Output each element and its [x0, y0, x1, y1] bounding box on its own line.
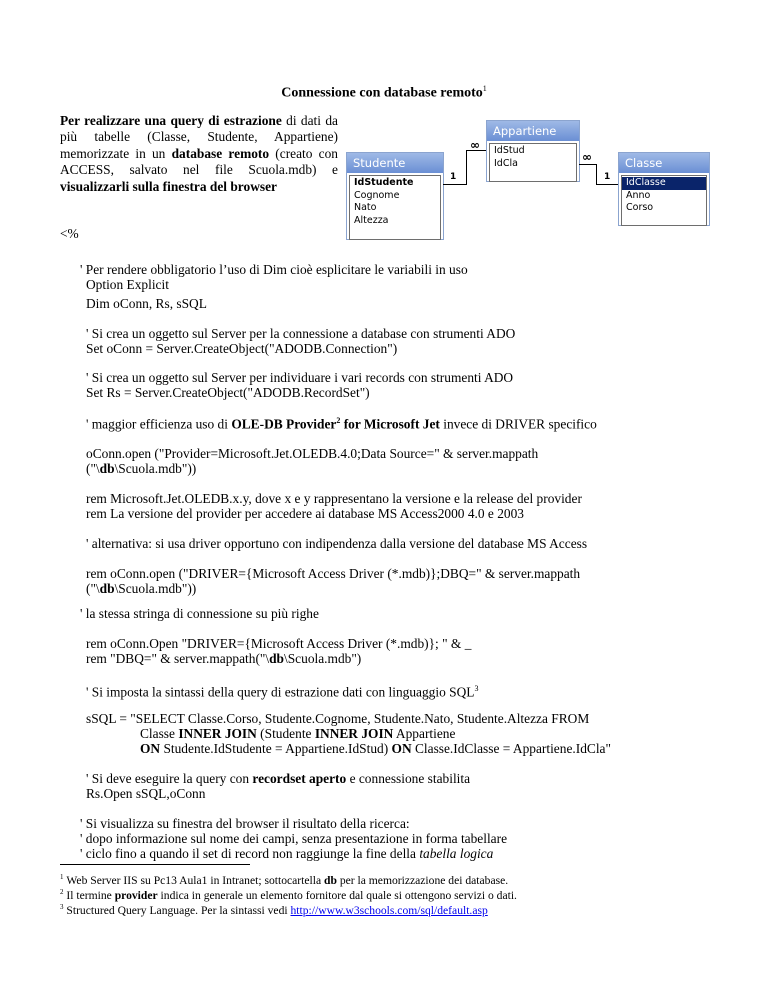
code-text: ("\	[86, 461, 100, 476]
footnote-ref-1: 1	[482, 84, 487, 93]
code-text: ' maggior efficienza uso di	[86, 416, 232, 432]
cardinality-many: ∞	[582, 150, 592, 164]
code-line: Set oConn = Server.CreateObject("ADODB.Connection")	[86, 341, 398, 356]
field-cognome: Cognome	[354, 189, 400, 201]
code-bold: ON	[140, 741, 161, 756]
code-text: Classe	[140, 726, 179, 741]
field-idcla: IdCla	[494, 157, 518, 169]
code-line: ' dopo informazione sul nome dei campi, senza presentazione in forma tabellare	[80, 831, 508, 846]
code-line: ' Si visualizza su finestra del browser il risultato della ricerca:	[80, 816, 410, 831]
code-text: invece di DRIVER specifico	[439, 416, 597, 432]
field-anno: Anno	[626, 189, 651, 201]
cardinality-one: 1	[450, 172, 457, 182]
relation-line	[596, 184, 618, 185]
table-title-studente: Studente	[347, 153, 443, 173]
code-bold: db	[269, 651, 285, 666]
code-text: Appartiene	[393, 726, 456, 741]
code-line	[86, 461, 196, 477]
code-line: ' Per rendere obbligatorio l’uso di Dim cioè esplicitare le variabili in uso	[80, 262, 468, 277]
footnote-text: Web Server IIS su Pc13 Aula1 in Intranet; sottocartella	[66, 873, 325, 887]
field-corso: Corso	[626, 202, 654, 213]
code-line: rem oConn.Open "DRIVER={Microsoft Access Driver (*.mdb)}; " & _	[86, 636, 472, 651]
cardinality-one: 1	[604, 172, 611, 182]
code-line: oConn.open ("Provider=Microsoft.Jet.OLEDB.4.0;Data Source=" & server.mappath	[86, 446, 539, 461]
page-title	[0, 84, 768, 102]
code-bold: for Microsoft Jet	[340, 416, 440, 432]
code-text: ' Si imposta la sintassi della query di estrazione dati con linguaggio SQL	[86, 684, 475, 700]
code-line: rem oConn.open ("DRIVER={Microsoft Access Driver (*.mdb)};DBQ=" & server.mappath	[86, 566, 581, 581]
footnote-ref-2: 2	[336, 416, 341, 425]
intro-bold-3: visualizzarli sulla finestra del browser	[60, 178, 277, 194]
code-line	[86, 581, 196, 597]
code-line	[140, 741, 611, 757]
code-text: \Scuola.mdb")	[284, 651, 362, 666]
intro-text-1: di dati da più tabelle (Classe, Studente, Appartiene) memorizzate in un	[60, 113, 338, 161]
code-bold: OLE-DB Provider	[231, 416, 337, 432]
table-classe	[618, 152, 710, 226]
code-text: e connessione stabilita	[346, 771, 471, 786]
table-title-appartiene: Appartiene	[487, 121, 579, 141]
intro-text-2: (creato con ACCESS, salvato nel file Scuola.mdb) e	[60, 145, 339, 178]
code-line	[86, 681, 478, 700]
field-idstud: IdStud	[494, 145, 525, 156]
footnote-bold: db	[324, 873, 337, 887]
w3schools-link[interactable]: http://www.w3schools.com/sql/default.asp	[290, 903, 488, 917]
code-line	[80, 846, 493, 862]
code-line	[86, 651, 361, 667]
code-bold: ON	[391, 741, 412, 756]
code-bold: INNER JOIN	[178, 726, 257, 741]
code-line: ' Si crea un oggetto sul Server per individuare i vari records con strumenti ADO	[86, 370, 514, 385]
relation-line	[596, 164, 597, 185]
code-line	[86, 413, 597, 432]
code-text: Studente.IdStudente = Appartiene.IdStud)	[160, 741, 392, 756]
field-list-studente	[349, 175, 441, 240]
code-line: ' alternativa: si usa driver opportuno con indipendenza dalla versione del database MS Access	[86, 536, 588, 551]
code-line: ' Si crea un oggetto sul Server per la connessione a database con strumenti ADO	[86, 326, 516, 341]
code-bold: db	[99, 461, 115, 476]
code-line: ' la stessa stringa di connessione su più righe	[80, 606, 319, 621]
footnote-text: per la memorizzazione dei database.	[336, 873, 509, 887]
code-line: Rs.Open sSQL,oConn	[86, 786, 206, 801]
footnote-text: Il termine	[66, 888, 115, 902]
code-text: rem "DBQ=" & server.mappath("\	[86, 651, 270, 666]
footnote-ref-3: 3	[474, 684, 479, 693]
intro-bold-1: Per realizzare una query di estrazione	[60, 113, 282, 128]
code-line	[140, 726, 455, 742]
table-appartiene	[486, 120, 580, 182]
code-bold: db	[99, 581, 115, 596]
code-line	[86, 771, 470, 787]
footnote-number: 3	[60, 903, 64, 911]
relationship-diagram	[346, 120, 708, 240]
cardinality-many: ∞	[470, 138, 480, 152]
code-line: Set Rs = Server.CreateObject("ADODB.RecordSet")	[86, 385, 370, 400]
code-text: ("\	[86, 581, 100, 596]
table-studente	[346, 152, 444, 240]
code-text: ' ciclo fino a quando il set di record non raggiunge la fine della	[80, 846, 420, 861]
footnote-separator	[60, 864, 250, 865]
code-text: ' Si deve eseguire la query con	[86, 771, 253, 786]
code-line: rem La versione del provider per accedere ai database MS Access2000 4.0 e 2003	[86, 506, 525, 521]
code-text: Classe.IdClasse = Appartiene.IdCla"	[411, 741, 611, 756]
code-line: Option Explicit	[86, 277, 169, 292]
footnote-number: 2	[60, 888, 64, 896]
footnote-bold: provider	[114, 888, 158, 902]
field-nato: Nato	[354, 202, 377, 213]
field-list-appartiene	[489, 143, 577, 182]
relation-line	[579, 164, 597, 165]
code-italic: tabella logica	[419, 846, 494, 861]
table-title-classe: Classe	[619, 153, 709, 173]
code-text: (Studente	[256, 726, 315, 741]
relation-line	[466, 150, 467, 185]
intro-paragraph	[60, 113, 338, 195]
field-idclasse: IdClasse	[622, 177, 706, 190]
title-text: Connessione con database remoto	[281, 85, 483, 101]
footnote-number: 1	[60, 873, 64, 881]
footnote-3	[60, 900, 488, 918]
code-text: \Scuola.mdb"))	[114, 581, 197, 596]
footnote-text: Structured Query Language. Per la sintassi vedi	[66, 903, 291, 917]
code-line: Dim oConn, Rs, sSQL	[86, 296, 207, 311]
asp-open-tag: <%	[60, 226, 79, 241]
field-list-classe	[621, 175, 707, 226]
code-bold: INNER JOIN	[314, 726, 394, 741]
code-line: sSQL = "SELECT Classe.Corso, Studente.Cognome, Studente.Nato, Studente.Altezza FROM	[86, 711, 590, 726]
code-text: \Scuola.mdb"))	[114, 461, 197, 476]
intro-bold-2: database remoto	[171, 145, 270, 161]
field-altezza: Altezza	[354, 214, 389, 226]
footnote-text: indica in generale un elemento fornitore dal quale si ottengono servizi o dati.	[157, 888, 517, 902]
field-idstudente: IdStudente	[354, 177, 414, 188]
code-bold: recordset aperto	[252, 771, 347, 786]
code-line: rem Microsoft.Jet.OLEDB.x.y, dove x e y rappresentano la versione e la release del provider	[86, 491, 582, 506]
relation-line	[443, 184, 467, 185]
